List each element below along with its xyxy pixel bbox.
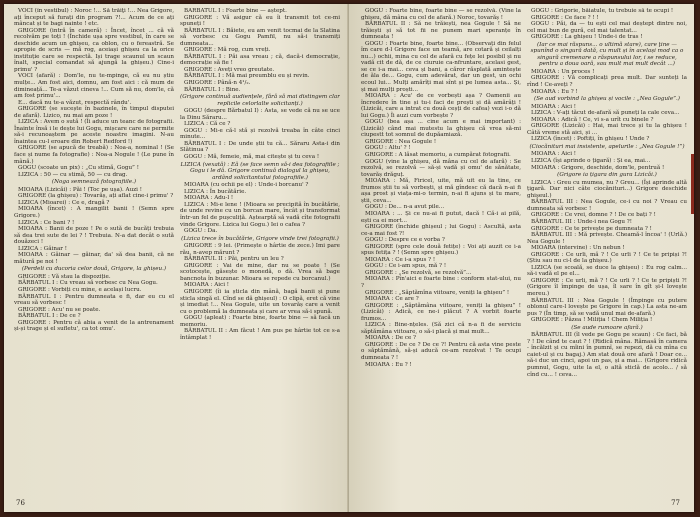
page-number-left: 76 [16,499,25,507]
dialogue-paragraph: GRIGORE : 9 lei. (Primește o hârtie de zece.) Imi pare rău, n-avep mărunt ? [180,243,340,256]
dialogue-paragraph: GRIGORE (închide ghișeul ; lui Gogu) : Ascultă, asta ce-a mai fost ?! [361,224,521,237]
dialogue-paragraph: BĂRBATUL I : Pentru dumneata e fi, dar eu cu el vreau să vorbesc ! [14,293,174,307]
dialogue-paragraph: LIZICA : În bucătărie. [184,188,247,195]
right-page [349,4,694,512]
dialogue-paragraph: LIZICA : Bine-nțeles. (Să zici că n-a fi de serviciu săptămâna viitoare, o să-i placă și mai mult... [361,322,521,335]
dialogue-paragraph: MIOARA : Adică ! Ce, vi s-a urît cu binele ? [531,116,654,123]
stage-direction: (Grigore continuă audiențele, fără să mai distingem clar replicile celorlalte solicitanți.) [180,94,340,107]
dialogue-paragraph: MIOARA : Un proces ! [531,68,595,75]
dialogue-paragraph: GOGU : Foarte bine, foarte bine... (Observați din felul îm care d-l Grigore face un teamă, are cotară și ceilalți nu...) ochii, mina cu cel de afară cu fețe lei posibil și nu vadă cit de dă, de ce ciuruie ca-nfruntare, acelasi gest, se ce i-a mai... ceva și bani, a căror răsplată amintește de ăla de... Gogu, cum adevărat, dar un gest, un ochi ecoul lui... Mulți amărîți mai sînt și pe lumea asta... Și, și mai mulți proști... [361,40,521,93]
dialogue-paragraph: GRIGORE : Pentru că abia a venit de la antrenament și-și trage și el sufletu', ca tot omu'. [14,319,174,333]
dialogue-paragraph: LIZICA : 50 — cu stimă, 50 — cu drag. [18,171,128,178]
dialogue-paragraph: MIOARA : Eu ? ! [531,88,578,95]
page-edge-marker [691,154,694,214]
dialogue-paragraph: MIOARA (încet) : A mangilit banii ! (Semn spre Grigore.) [14,206,174,219]
stage-direction: (Se aud vorbind la ghișeu și vocile : „Nea Gogule”.) [534,96,680,103]
dialogue-paragraph: MIOARA (Lizicăi) : Păi ! (Toc pe ușa). Auzi ! [18,186,142,193]
stage-direction: LIZICA (vexată) : Eă (se face semn să-i dea fotografiile ; Gogu i le dă. Grigore continuă dialogul la ghișeu, ardând solicitantului fotografiile.) [180,161,340,181]
stage-direction: (Lizica trece în bucătărie, Grigore vinde trei fotografii.) [181,235,339,242]
dialogue-paragraph: MIOARA : Ce are ? [365,296,419,303]
dialogue-paragraph: E... dacă nu te-a văzut, respectă rându'. [18,99,132,106]
dialogue-paragraph: GRIGORE : Aveți vreo greutate. [184,66,275,73]
dialogue-paragraph: GOGU : Foarte bine, foarte bine — se rezolvă. (Vine la ghișeu, dă mâna cu cel de afară.) Noroc, tovarăș ! [361,8,521,21]
dialogue-paragraph: MIOARA : Mă, Firicel, uite, mă uit eu la tine, ce frumos știi tu să vorbești, și mă gîndesc că dacă n-ai fi așa prost și viața-mi-o termin, n-ai fi ajuns și tu mare, știi, ceva... [361,178,521,204]
dialogue-paragraph: BĂRBATUL I : Păi asa vreau ; că, dacă-i democrație, democrație să fie ! [180,53,340,67]
dialogue-paragraph: GOGU : Mă, femeie, mă, mai citește și tu ceva ! [184,154,320,161]
dialogue-paragraph: LIZICA : Mi-e lene ! (Mioara se precipită în bucătărie, de unde revine cu un borcan mare, încât și transformat într-un fel de pușculiță. Aștearptă să vadă cîte fotografii vinde Grigore. Lizica lui Gogu.) Iei o cafea ? [180,201,340,228]
dialogue-paragraph: GRIGORE (intră în cameră) : Încet, încet ... că vă recolvăm pe toți ! (Închide ușa spre vestibul, în care se deschide acum un ghișeu, ca oblon, cu o fereastră. Se apropie de scris — mă rog, aceiași ghișeu ca la orice instituție care se respectă. Iși trage scaunul un scaun înalt, special comandat să ajungă la ghișeu.) Cine-i primu' ? [14,27,174,73]
dialogue-paragraph: GOGU (despre Bărbatul I) : Asta, se vede că nu se uce la Dinu Săraru... [180,108,340,121]
right-page-column-2 [527,8,687,498]
dialogue-paragraph: MIOARA : De ce ? [365,335,417,342]
dialogue-paragraph: LIZICA : Avem o sută ! (Îi aduce un teanc de fotografii. Înainte însă i le dește lui Gogu, mișcare care ne permite să-i recunoaștem pe aceste noastre imagini. N-au înaintea cu-l eroare din Robert Redford !) [14,119,174,145]
dialogue-paragraph: VOCI (afară) : Dom'le, nu te-mpinge, că eu nu știu mulțe... Am fost aici, domnu, am fost aici : că mum de dimineață... Te-a văzut cineva !... Cum să nu, dom'le, că am fost primu'... [14,73,174,100]
dialogue-paragraph: GRIGORE : A lăsat memoriu, a cumpărat fotografii. [365,152,511,159]
dialogue-paragraph: BĂRBATUL II : Păi, pentru un leu ? [184,256,284,263]
dialogue-paragraph: GRIGORE : Vă stau la dispoziție. [18,273,111,280]
dialogue-paragraph: GOGU : Ce i-am spus, mă ? ! [365,263,447,270]
dialogue-paragraph: GRIGORE (Lizicăi) : Hai, mai trece și tu la ghișeu ! Câtă vreme stă aici, și ... [527,123,687,136]
dialogue-paragraph: MIOARA : Aici ! [531,103,577,110]
stage-direction: (Iar ce mai răspuns... o ultimă stare), care ţine — spunînd o singură dată, cu mult și în același mod ca o singură cremenare a răspunsului lor, i se reduce, pentru a doua oară, sau mult mai mult decât ...) [530,41,684,68]
dialogue-paragraph: MIOARA : Pîn'aici e foarte bine : conform stat-ului, nu ? [361,276,521,289]
dialogue-paragraph: BĂRBATUL I : Bine. [184,86,241,93]
dialogue-paragraph: GOGU : Grigorie, băiatule, tu trebuie să te ocupi ! [531,8,674,14]
dialogue-paragraph: BĂRBATUL II : Să ne trăiești, nea Gogule ! Să ne trăiești și să tot fii ne punem mari speranțe în dumneata ! [361,21,521,41]
dialogue-paragraph: MIOARA : ... Și ce nu-ai fi putut, dacă ! Că-i ai pilă, ești ca ei mort... [361,210,521,224]
dialogue-paragraph: BĂRBATUL I : Foarte bine — aștept. [184,8,287,14]
stage-direction: (Perdeli cu ducoria celor două, Grigore, la ghișeu.) [21,266,167,273]
dialogue-paragraph: BĂRBATUL II : Am făcut ! Am pus pe hârtie tot ce s-a întâmplat ! [180,328,340,341]
dialogue-paragraph: LIZICA (Mioarei) : Ce e, dragă ? [18,199,110,206]
dialogue-paragraph: BĂRBATUL III : Nea Gogule, ce-i cu noi ? Vreau cu dumneata să vorbesc ! [527,199,687,212]
dialogue-paragraph: GOGU (scoate un pix) : „Cu stimă, Gogu” ! [18,165,139,172]
dialogue-paragraph: BĂRBATUL III : Unde-i nea Gogu ?! [531,218,632,225]
dialogue-paragraph: GRIGORE : Acu' nu se poate. [18,306,101,313]
dialogue-paragraph: GRIGORE : Până-n 4¹/₂. [184,80,251,87]
left-page-column-2 [180,8,340,498]
dialogue-paragraph: GRIGORE : „Săptămîna viitoare, veniți la ghișeu” ! [365,289,510,296]
dialogue-paragraph: GRIGORE : Păzea ! Miliția ! Chem Miliția ! [531,317,653,324]
dialogue-paragraph: GRIGORE : Vă complicați prea mult. Dar sunteți la rînd ! Ce-aveți ? [527,75,687,89]
dialogue-paragraph: MIOARA (intervine) : Un nebun ! [531,245,625,252]
dialogue-paragraph: LIZICA (încet) : Poftiți, în ghișeu ! Unde ? [531,136,650,143]
dialogue-paragraph: GRIGORE : Vorbiți cu mine, e același lucru. [18,286,142,293]
dialogue-paragraph: GOGU : Da. [184,228,218,235]
dialogue-paragraph: GOGU (apleat) : Foarte bine, foarte bine — să facă un memoriu. [180,315,340,328]
dialogue-paragraph: GRIGORE : De ce ? De ce ?! Pentru că asta vine peste o săptămână, să-și aducă ce-am rezolvat ! Te ocupi dumneata ? ! [361,341,521,361]
dialogue-paragraph: LIZICA : Greu cu mumea, nu ? Greu... (Își aprinde altă țigară. Dar nici câte ciocănituri...) Grigore deschide ghișeul.) [527,179,687,199]
dialogue-paragraph: GRIGORE : Ce urli, mă ? ! Ce urli ? ! Ce te pripiși ?! (Știu sau nu ci-l de la ghișeu.) [527,251,687,265]
right-page-column-1 [361,8,521,498]
dialogue-paragraph: MIOARA : Găinar — găinar, da' să dea banii, că ne mătură pe noi ! [14,252,174,265]
dialogue-paragraph: GRIGORE (îi ia șticla din mână, bagă banii și pune sticla singă el. Cînd se dă ghișeul) : O clipă, eret că vine și imediat !... Nea Gogule, uite un tovarăș care a venit cu o problemă la dumneata și care ar vrea să-i spună. [180,288,340,315]
dialogue-paragraph: LIZICA : Că ce ? [184,121,231,128]
dialogue-paragraph: GOGU : De... n-a avut pile... [365,204,445,211]
dialogue-paragraph: MIOARA : Eu ? ! [365,361,412,368]
dialogue-paragraph: MIOARA : Ce i-a spus ? ! [365,256,436,263]
dialogue-paragraph: LIZICA : Ce bani ? ! [18,219,75,226]
left-page-column-1 [14,8,174,498]
dialogue-paragraph: GRIGORE (la ghișeu) : Tovarăș, ați aflat cine-i primu' ? [18,193,174,200]
stage-direction: (Grigore ia țigara din gura Lizicăi.) [557,172,657,179]
dialogue-paragraph: GRIGORE (se sucește în bazinele, în timpul disputei de afară). Lizico, nu mai am poze ! [14,106,174,119]
dialogue-paragraph: GOGU : Altu' ? ! [365,145,411,152]
stage-direction: (Noga semnează fotografiile.) [51,179,137,186]
dialogue-paragraph: BĂRBATUL III : Nea Gogule ! (Împinge cu putere oblonul care-l lovește pe Grigore în cap.) La asta ne-am pus ? (În timp, să se vadă unul mai de-afară.) [527,297,687,317]
dialogue-paragraph: LIZICA (se scoală, se duce la ghișeu) : Eu rog calm... să-i vadă el pe el... [527,264,687,278]
dialogue-paragraph: GRIGORE : Nea Gogule ! [365,138,437,145]
dialogue-paragraph: GRIGORE (spre cele două fetițe) : Voi ați auzit ce i-a spus fetița ? ! (Semn spre ghișeu.) [361,243,521,257]
dialogue-paragraph: MIOARA : Aici ! [531,151,577,158]
stage-direction: (Ciocănituri mai insistente, apelurile : „Nea Gogule !”) [529,143,685,150]
dialogue-paragraph: MIOARA : Adu-l ! [184,195,234,202]
dialogue-paragraph: BĂRBATUL I : Mă mai preumblu eu și revin. [184,73,310,80]
dialogue-paragraph: GOGU : Păi, da — tu ești cel mai deștept dintre noi, cel mai bun de gură, cel mai talentat... [527,21,687,34]
dialogue-paragraph: GOGU (vine la ghișeu, dă mâna cu cel de afară) : Se rezolvă, se rezolvă — să-și vadă și omu' de sănătate, tovarăș drăguț. [361,158,521,178]
stage-direction: (Se aude rumoare afară.) [571,324,643,331]
dialogue-paragraph: GRIGORE : Vai de mine, dar nu se poate ! (Se scotocește, găsește o monedă, o dă. Vrea să bage bancnota în buzunar. Mioara se repede cu borcanul.) [180,262,340,282]
page-number-right: 77 [671,499,680,507]
dialogue-paragraph: GRIGORE : La ghișeu ! Unde-i de tras ! [531,34,643,41]
dialogue-paragraph: VOCI (în vestibul) : Noroc !... Să trăiţi !... Nea Grigore, ați început să furați din program ?!... Acum de ce ați mâncat și te bagi nainte ! etc. [14,8,174,28]
dialogue-paragraph: MIOARA : Acu' de ce vorbești așa ? Oamenii au încredere în tine și tu-i faci de prești și dă amărâți ! (Lizicăi, care a intrat cu două ceșți de cafea) vezi i-o dă lui Gogu.) Îi auzi cum vorbește ? [361,93,521,119]
dialogue-paragraph: GOGU : Despre ce e vorba ? [365,237,445,244]
dialogue-paragraph: GOGU (bea așa ... cine acum e mai important) : (Lizicăi) când mai mutestu la ghișeu că vrea să-mi ciupestt tot somnul de dupăamiază. [361,119,521,139]
dialogue-paragraph: GOGU : Mi-e că-l stă și rezolvă treaba în câte cinci minute... [180,127,340,141]
dialogue-paragraph: MIOARA (cu ochii pe el) : Unde-i borcanu' ? [184,182,309,189]
dialogue-paragraph: LIZICA (își aprinde o țigară) : Și ea, mai... [531,158,651,165]
dialogue-paragraph: BĂRBATUL I : Cu vreau să vorbesc cu Nea Gogu. [18,280,158,287]
dialogue-paragraph: GRIGORE : Ce te privește pe dumneata ? ! [531,225,652,232]
dialogue-paragraph: GRIGORE : Vă asigur că eu îi transmit tot ce-mi spuneți ! [180,14,340,28]
dialogue-paragraph: GRIGORE : „Se rezolvă, se rezolvă”... [365,269,472,276]
dialogue-paragraph: GRIGORE : Ce urli, mă ? ! Ce urli ? ! Ce te pripiști ?! (Grigore îl împinge de ușa, îl sare în gît și-l lovește mereu.) [527,277,687,297]
dialogue-paragraph: BĂRBATUL III (îl vede pe Gogu pe scaun) : Ce faci, bă ? ! De când te caut ? ! (Ridică mâna. Rămasă în camera - încălzit și cu mîini în pumnî, se repezi, dă cu mîna cu caiet-ul și cu bagaj.) Am stat două ore afară ! Doar ce... să-i duc un cinci, apoi un pas, și a mai... (Grigore ridică pumnul, Gogu, uite la el, o altă sticlă de acolo... / să cînd cu... ! ceva... [527,332,687,378]
dialogue-paragraph: MIOARA : Banii de poze ! Pe o sută de bucăți trebuia să dea trei sute de lei ? ! Trebuia. N-a dat decât o sută douăzeci ! [14,226,174,246]
dialogue-paragraph: LIZICA : Găinar ! [18,245,68,252]
dialogue-paragraph: GRIGORE : Ce vrei, domne ? ! De ce bați ? ! [531,212,656,219]
left-page [4,4,349,512]
dialogue-paragraph: BĂRBATUL I : Băiete, eu am venit tocmai de la Slatina să vorbesc cu Gogu Pamfil, nu să-i transmiți dumneata... [180,27,340,47]
dialogue-paragraph: GRIGORE : Mă rog, cum vreți. [184,47,271,54]
book-spread [4,4,694,512]
dialogue-paragraph: LIZICA : V-ați tăcut de-afară să puneți la cale ceva... [531,110,680,117]
dialogue-paragraph: MIOARA : Aici ! [184,282,230,289]
dialogue-paragraph: GRIGORE (se apucă de treabă) : Noa-a, nominal ! (Se face și nume fa fotografie) : Noa-a Nogule ! (Le pune în mână.) [14,145,174,165]
dialogue-paragraph: BĂRBATUL I : De ce ? [18,313,81,320]
dialogue-paragraph: MIOARA : Grigore, deschide, dom'le, pentruă ! [531,164,665,171]
dialogue-paragraph: BĂRBATUL III : Mă privește. Cheamă-l încoa' ! (Urlă.) Nea Gogule ! [527,232,687,245]
dialogue-paragraph: GRIGORE : „Săptămâna viitoare, veniți la ghișeu” ! (Lizicăi) : Adică, ce ne-i plăcut ? A vorbit foarte frumos... [361,302,521,322]
dialogue-paragraph: BĂRBATUL I : De unde știi tu că... Săraru Asta-i din Slătinua ? [180,140,340,154]
dialogue-paragraph: GRIGORE : Ce face ? ! ! [531,14,599,21]
